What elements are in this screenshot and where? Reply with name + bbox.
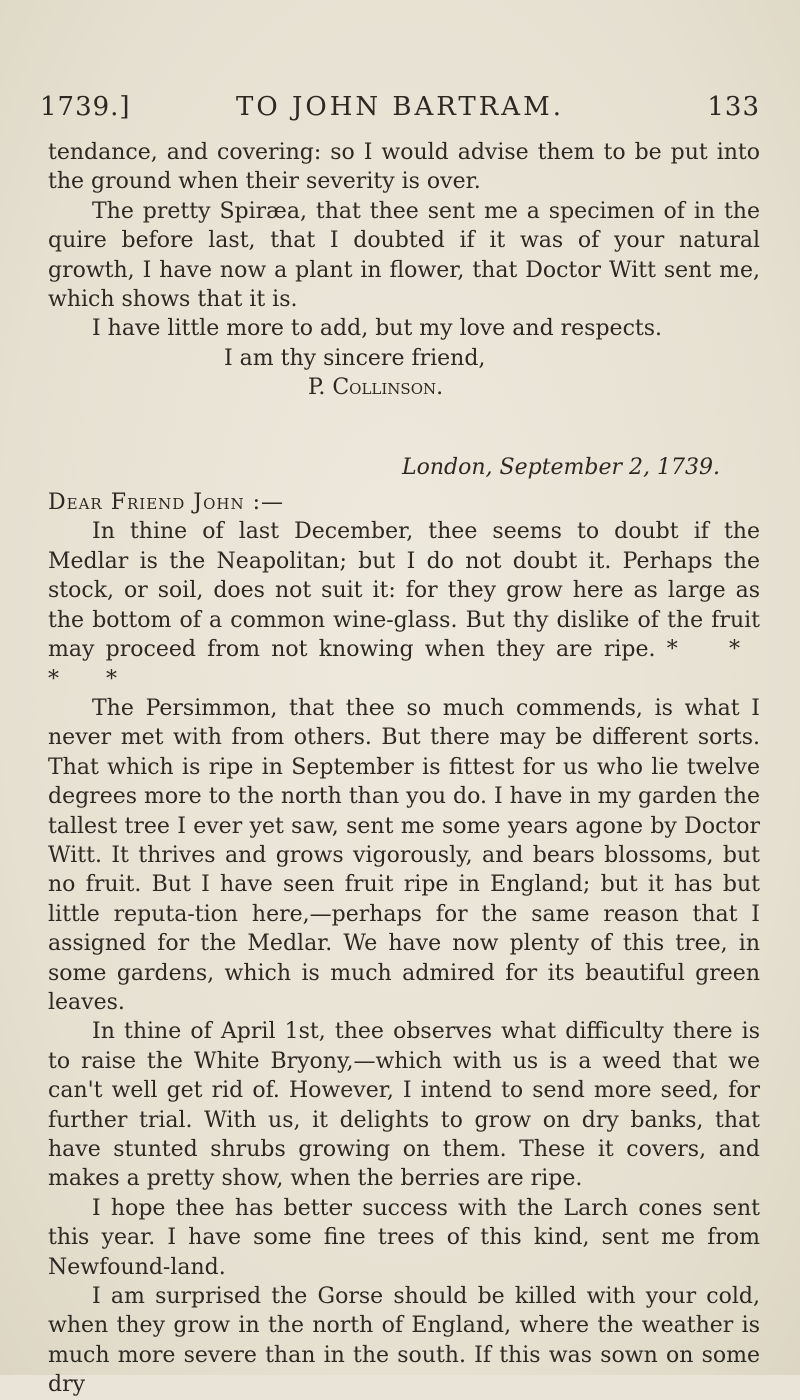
signature: P. Collinson.	[308, 375, 444, 401]
paragraph-text: In thine of last December, thee seems to doubt if the Medlar is the Neapolitan; but I do not doubt it. Perhaps the stock, or soil, does not suit it: for they grow here as large as the bottom of a common wine-glass. But thy dislike of the fruit may proceed from not knowing when they are ripe.	[48, 519, 760, 663]
page-body	[48, 138, 760, 1400]
running-header	[40, 92, 760, 132]
header-title: TO JOHN BARTRAM.	[236, 92, 564, 122]
letter-closing	[48, 344, 760, 403]
paragraph: I have little more to add, but my love and respects.	[92, 316, 663, 342]
paragraph	[48, 517, 760, 693]
paragraph: tendance, and covering: so I would advise them to be put into the ground when their severity is over.	[48, 140, 760, 195]
salutation: Dear Friend John :—	[48, 490, 285, 516]
closing-line: I am thy sincere friend,	[224, 345, 486, 371]
header-year: 1739.]	[40, 92, 131, 122]
paragraph: I hope thee has better success with the Larch cones sent this year. I have some fine trees of this kind, sent me from Newfound-land.	[48, 1195, 760, 1280]
paragraph: In thine of April 1st, thee observes what difficulty there is to raise the White Bryony,—which with us is a weed that we can't well get rid of. However, I intend to send more seed, for further trial. With us, it delights to grow on dry banks, that have stunted shrubs growing on them. These it covers, and makes a pretty show, when the berries are ripe.	[48, 1019, 760, 1192]
ellipsis-stars: * * * *	[48, 637, 760, 692]
paragraph: The Persimmon, that thee so much commends, is what I never met with from others. But there may be different sorts. That which is ripe in September is fittest for us who lie twelve degrees more to the north than you do. I have in my garden the tallest tree I ever yet saw, sent me some years agone by Doctor Witt. It thrives and grows vigorously, and bears blossoms, but no fruit. But I have seen fruit ripe in England; but it has but little reputa-tion here,—perhaps for the same reason that I assigned for the Medlar. We have now plenty of this tree, in some gardens, which is much admired for its beautiful green leaves.	[48, 695, 760, 1015]
paragraph: The pretty Spiræa, that thee sent me a specimen of in the quire before last, that I doubted if it was of your natural growth, I have now a plant in flower, that Doctor Witt sent me, which shows that it is.	[48, 198, 760, 313]
page-number: 133	[707, 92, 760, 122]
paragraph: I am surprised the Gorse should be killed with your cold, when they grow in the north of England, where the weather is much more severe than in the south. If this was sown on some dry	[48, 1284, 760, 1398]
dateline: London, September 2, 1739.	[402, 454, 720, 480]
